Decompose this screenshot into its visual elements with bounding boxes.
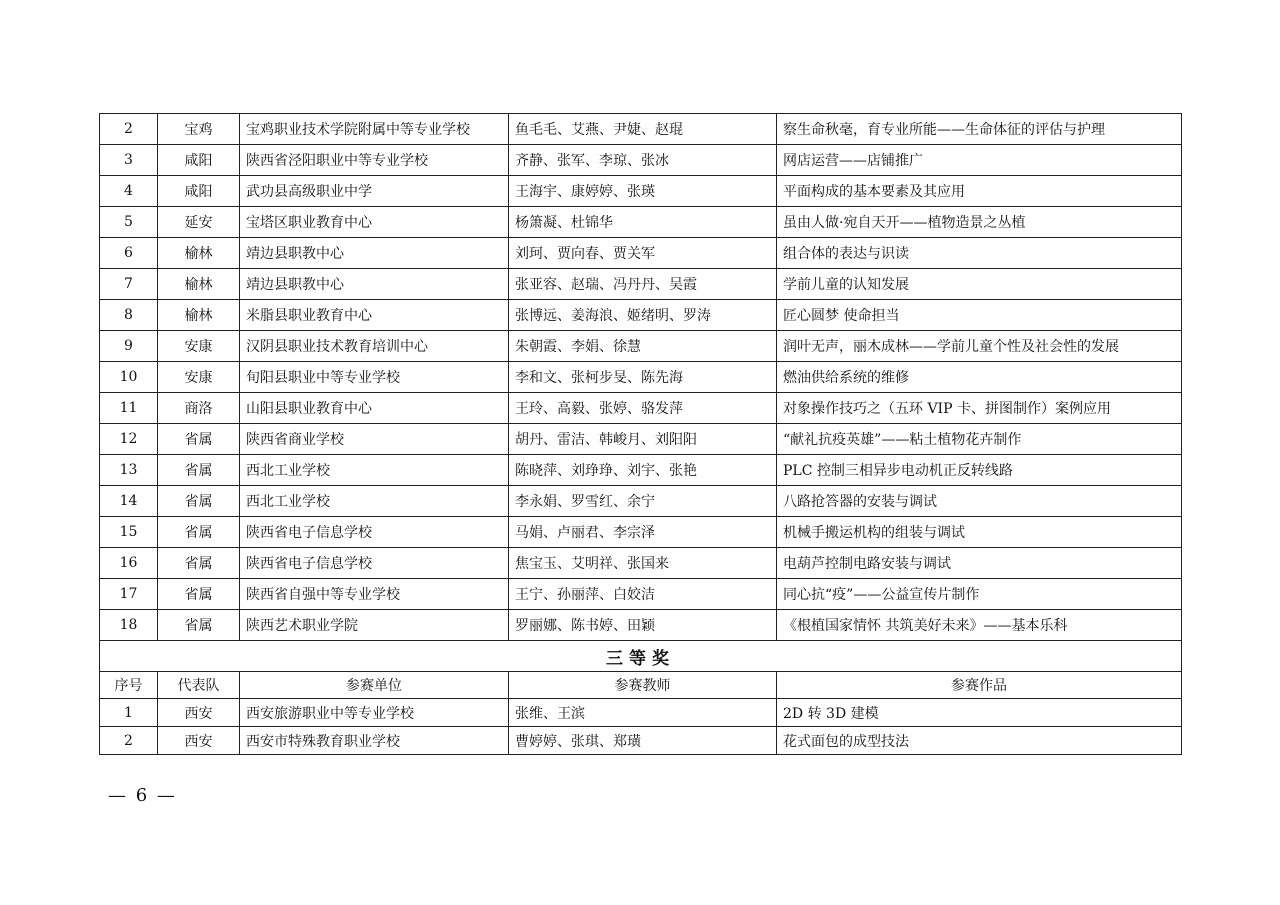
table-row (100, 486, 1182, 517)
cell-school: 陕西省泾阳职业中等专业学校 (240, 145, 509, 176)
cell-school: 靖边县职教中心 (240, 269, 509, 300)
cell-school: 西安市特殊教育职业学校 (240, 727, 509, 755)
cell-school: 靖边县职教中心 (240, 238, 509, 269)
cell-team: 安康 (158, 362, 240, 393)
cell-team: 商洛 (158, 393, 240, 424)
table-row (100, 114, 1182, 145)
table-row (100, 362, 1182, 393)
third-prize-title: 三等奖 (100, 641, 1182, 672)
cell-work: 《根植国家情怀 共筑美好未来》——基本乐科 (777, 610, 1182, 641)
cell-work: 电葫芦控制电路安装与调试 (777, 548, 1182, 579)
cell-no: 11 (100, 393, 158, 424)
cell-work: 学前儿童的认知发展 (777, 269, 1182, 300)
cell-no: 4 (100, 176, 158, 207)
header-team: 代表队 (158, 672, 240, 699)
cell-school: 武功县高级职业中学 (240, 176, 509, 207)
cell-teachers: 陈晓萍、刘琤琤、刘宇、张艳 (509, 455, 777, 486)
cell-work: 平面构成的基本要素及其应用 (777, 176, 1182, 207)
cell-school: 宝塔区职业教育中心 (240, 207, 509, 238)
cell-work: 察生命秋毫，育专业所能——生命体征的评估与护理 (777, 114, 1182, 145)
cell-no: 12 (100, 424, 158, 455)
section-title-row (100, 641, 1182, 672)
cell-school: 米脂县职业教育中心 (240, 300, 509, 331)
cell-work: 机械手搬运机构的组装与调试 (777, 517, 1182, 548)
header-teachers: 参赛教师 (509, 672, 777, 699)
cell-school: 西安旅游职业中等专业学校 (240, 699, 509, 727)
third-prize-section (100, 641, 1182, 699)
cell-team: 西安 (158, 699, 240, 727)
cell-no: 9 (100, 331, 158, 362)
cell-school: 西北工业学校 (240, 455, 509, 486)
cell-work: 网店运营——店铺推广 (777, 145, 1182, 176)
cell-work: PLC 控制三相异步电动机正反转线路 (777, 455, 1182, 486)
table-row (100, 269, 1182, 300)
cell-school: 西北工业学校 (240, 486, 509, 517)
table-row (100, 579, 1182, 610)
cell-work: 虽由人做·宛自天开——植物造景之丛植 (777, 207, 1182, 238)
cell-team: 省属 (158, 517, 240, 548)
cell-team: 宝鸡 (158, 114, 240, 145)
table-row (100, 455, 1182, 486)
cell-team: 咸阳 (158, 145, 240, 176)
cell-teachers: 曹婷婷、张琪、郑璜 (509, 727, 777, 755)
cell-teachers: 王宁、孙丽萍、白姣洁 (509, 579, 777, 610)
cell-school: 陕西省电子信息学校 (240, 548, 509, 579)
cell-teachers: 张维、王滨 (509, 699, 777, 727)
cell-no: 10 (100, 362, 158, 393)
cell-teachers: 胡丹、雷洁、韩峻月、刘阳阳 (509, 424, 777, 455)
cell-work: 组合体的表达与识读 (777, 238, 1182, 269)
cell-school: 宝鸡职业技术学院附属中等专业学校 (240, 114, 509, 145)
cell-no: 2 (100, 727, 158, 755)
cell-teachers: 朱朝霞、李娟、徐慧 (509, 331, 777, 362)
cell-team: 延安 (158, 207, 240, 238)
cell-teachers: 杨箫凝、杜锦华 (509, 207, 777, 238)
cell-team: 西安 (158, 727, 240, 755)
cell-school: 山阳县职业教育中心 (240, 393, 509, 424)
cell-team: 安康 (158, 331, 240, 362)
second-prize-rows (100, 114, 1182, 641)
table-header-row (100, 672, 1182, 699)
cell-no: 8 (100, 300, 158, 331)
cell-teachers: 张亚容、赵瑞、冯丹丹、吴霞 (509, 269, 777, 300)
table-row (100, 300, 1182, 331)
cell-team: 省属 (158, 455, 240, 486)
cell-team: 省属 (158, 486, 240, 517)
cell-teachers: 张博远、姜海浪、姬绪明、罗涛 (509, 300, 777, 331)
cell-teachers: 罗丽娜、陈书婷、田颖 (509, 610, 777, 641)
cell-team: 榆林 (158, 300, 240, 331)
table-row (100, 548, 1182, 579)
cell-no: 6 (100, 238, 158, 269)
cell-teachers: 王玲、高毅、张婷、骆发萍 (509, 393, 777, 424)
cell-team: 榆林 (158, 269, 240, 300)
cell-work: 八路抢答器的安装与调试 (777, 486, 1182, 517)
cell-work: “献礼抗疫英雄”——粘土植物花卉制作 (777, 424, 1182, 455)
cell-no: 13 (100, 455, 158, 486)
cell-team: 榆林 (158, 238, 240, 269)
cell-no: 5 (100, 207, 158, 238)
cell-school: 汉阴县职业技术教育培训中心 (240, 331, 509, 362)
table-row (100, 393, 1182, 424)
header-no: 序号 (100, 672, 158, 699)
cell-team: 省属 (158, 579, 240, 610)
cell-school: 陕西省自强中等专业学校 (240, 579, 509, 610)
table-row (100, 727, 1182, 755)
cell-teachers: 李永娟、罗雪红、余宁 (509, 486, 777, 517)
cell-school: 陕西省商业学校 (240, 424, 509, 455)
cell-work: 润叶无声，丽木成林——学前儿童个性及社会性的发展 (777, 331, 1182, 362)
cell-teachers: 马娟、卢丽君、李宗泽 (509, 517, 777, 548)
table-row (100, 517, 1182, 548)
cell-teachers: 鱼毛毛、艾燕、尹婕、赵琨 (509, 114, 777, 145)
cell-no: 14 (100, 486, 158, 517)
cell-no: 7 (100, 269, 158, 300)
cell-no: 18 (100, 610, 158, 641)
cell-teachers: 齐静、张军、李琼、张冰 (509, 145, 777, 176)
header-work: 参赛作品 (777, 672, 1182, 699)
cell-work: 匠心圆梦 使命担当 (777, 300, 1182, 331)
third-prize-rows (100, 699, 1182, 755)
table-row (100, 238, 1182, 269)
cell-teachers: 李和文、张柯步旻、陈先海 (509, 362, 777, 393)
table-row (100, 207, 1182, 238)
cell-team: 省属 (158, 610, 240, 641)
cell-team: 咸阳 (158, 176, 240, 207)
cell-no: 3 (100, 145, 158, 176)
page-number: — 6 — (108, 785, 177, 806)
cell-work: 花式面包的成型技法 (777, 727, 1182, 755)
cell-work: 2D 转 3D 建模 (777, 699, 1182, 727)
cell-no: 17 (100, 579, 158, 610)
cell-no: 16 (100, 548, 158, 579)
table-row (100, 145, 1182, 176)
cell-school: 旬阳县职业中等专业学校 (240, 362, 509, 393)
cell-no: 2 (100, 114, 158, 145)
cell-no: 1 (100, 699, 158, 727)
cell-team: 省属 (158, 424, 240, 455)
table-row (100, 699, 1182, 727)
cell-teachers: 焦宝玉、艾明祥、张国来 (509, 548, 777, 579)
cell-work: 燃油供给系统的维修 (777, 362, 1182, 393)
cell-team: 省属 (158, 548, 240, 579)
header-school: 参赛单位 (240, 672, 509, 699)
cell-no: 15 (100, 517, 158, 548)
cell-work: 同心抗“疫”——公益宣传片制作 (777, 579, 1182, 610)
table-row (100, 176, 1182, 207)
cell-work: 对象操作技巧之（五环 VIP 卡、拼图制作）案例应用 (777, 393, 1182, 424)
cell-school: 陕西艺术职业学院 (240, 610, 509, 641)
awards-table (99, 113, 1182, 755)
cell-teachers: 王海宇、康婷婷、张瑛 (509, 176, 777, 207)
table-row (100, 331, 1182, 362)
cell-school: 陕西省电子信息学校 (240, 517, 509, 548)
cell-teachers: 刘珂、贾向春、贾关军 (509, 238, 777, 269)
table-row (100, 424, 1182, 455)
table-row (100, 610, 1182, 641)
